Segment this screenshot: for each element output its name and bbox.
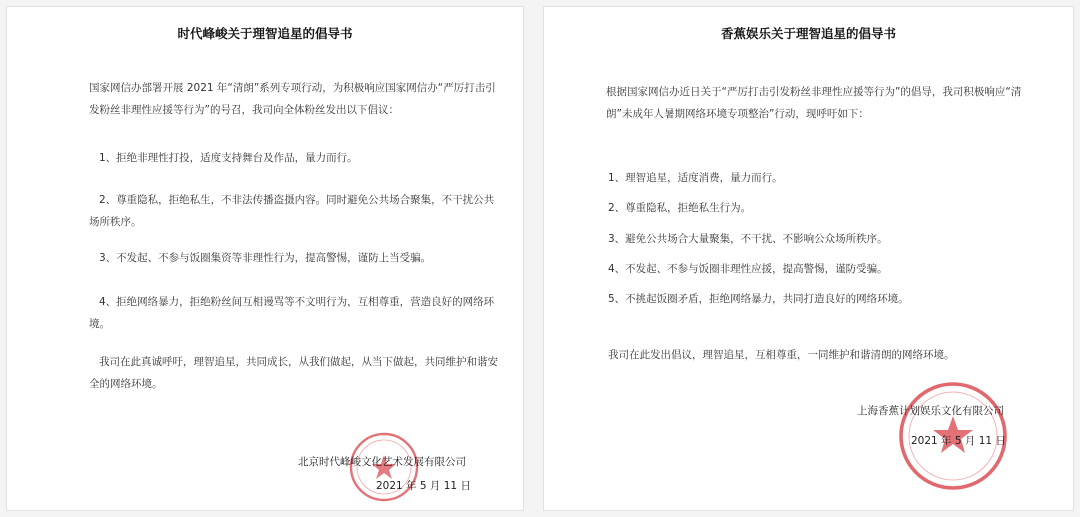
right-doc-intro: [606, 81, 1021, 125]
left-item-3-line-1: 3、不发起、不参与饭圈集资等非理性行为，提高警惕，谨防上当受骗。: [99, 252, 432, 264]
left-doc-item-4: [89, 291, 495, 335]
right-doc-title: 香蕉娱乐关于理智追星的倡导书: [720, 26, 896, 41]
right-doc-date: 2021 年 5 月 11 日: [911, 435, 1006, 447]
right-doc-item-5: 5、不挑起饭圈矛盾，拒绝网络暴力，共同打造良好的网络环境。: [608, 293, 909, 305]
left-item-2-line-2: 场所秩序。: [89, 216, 142, 228]
left-doc-item-1: [99, 147, 358, 169]
right-intro-line-2: 朗”未成年人暑期网络环境专项整治”行动，现呼吁如下：: [606, 108, 869, 120]
left-item-4-line-1: 4、拒绝网络暴力，拒绝粉丝间互相谩骂等不文明行为，互相尊重，营造良好的网络环: [99, 296, 495, 308]
right-doc-company: 上海香蕉计划娱乐文化有限公司: [857, 405, 1004, 417]
right-doc-item-4: 4、不发起、不参与饭圈非理性应援，提高警惕，谨防受骗。: [608, 263, 888, 275]
left-item-4-line-2: 境。: [89, 318, 110, 330]
left-closing-line-1: 我司在此真诚呼吁，理智追星，共同成长，从我们做起，从当下做起，共同维护和谐安: [99, 356, 498, 368]
right-intro-line-1: 根据国家网信办近日关于“严厉打击引发粉丝非理性应援等行为”的倡导，我司积极响应“清: [606, 86, 1022, 98]
left-intro-line-1: 国家网信办部署开展 2021 年“清朗”系列专项行动，为积极响应国家网信办“严厉打击引: [89, 82, 496, 94]
left-doc-date: 2021 年 5 月 11 日: [376, 480, 471, 492]
right-document: [543, 6, 1074, 511]
left-doc-closing: [89, 351, 498, 395]
left-intro-line-2: 发粉丝非理性应援等行为”的号召，我司向全体粉丝发出以下倡议：: [89, 104, 399, 116]
left-doc-intro: [89, 77, 496, 121]
left-doc-title: 时代峰峻关于理智追星的倡导书: [177, 26, 353, 41]
left-document: [6, 6, 524, 511]
right-doc-item-1: 1、理智追星，适度消费，量力而行。: [608, 172, 783, 184]
left-item-2-line-1: 2、尊重隐私，拒绝私生，不非法传播盗摄内容。同时避免公共场合聚集，不干扰公共: [99, 194, 495, 206]
left-doc-item-3: [99, 247, 431, 269]
left-closing-line-2: 全的网络环境。: [89, 378, 163, 390]
left-item-1-line-1: 1、拒绝非理性打投，适度支持舞台及作品，量力而行。: [99, 152, 358, 164]
right-doc-item-3: 3、避免公共场合大量聚集，不干扰、不影响公众场所秩序。: [608, 233, 888, 245]
left-doc-item-2: [89, 189, 495, 233]
left-doc-company: 北京时代峰峻文化艺术发展有限公司: [298, 456, 466, 468]
right-doc-closing: 我司在此发出倡议，理智追星，互相尊重，一同维护和谐清朗的网络环境。: [608, 349, 955, 361]
right-doc-item-2: 2、尊重隐私，拒绝私生行为。: [608, 202, 752, 214]
